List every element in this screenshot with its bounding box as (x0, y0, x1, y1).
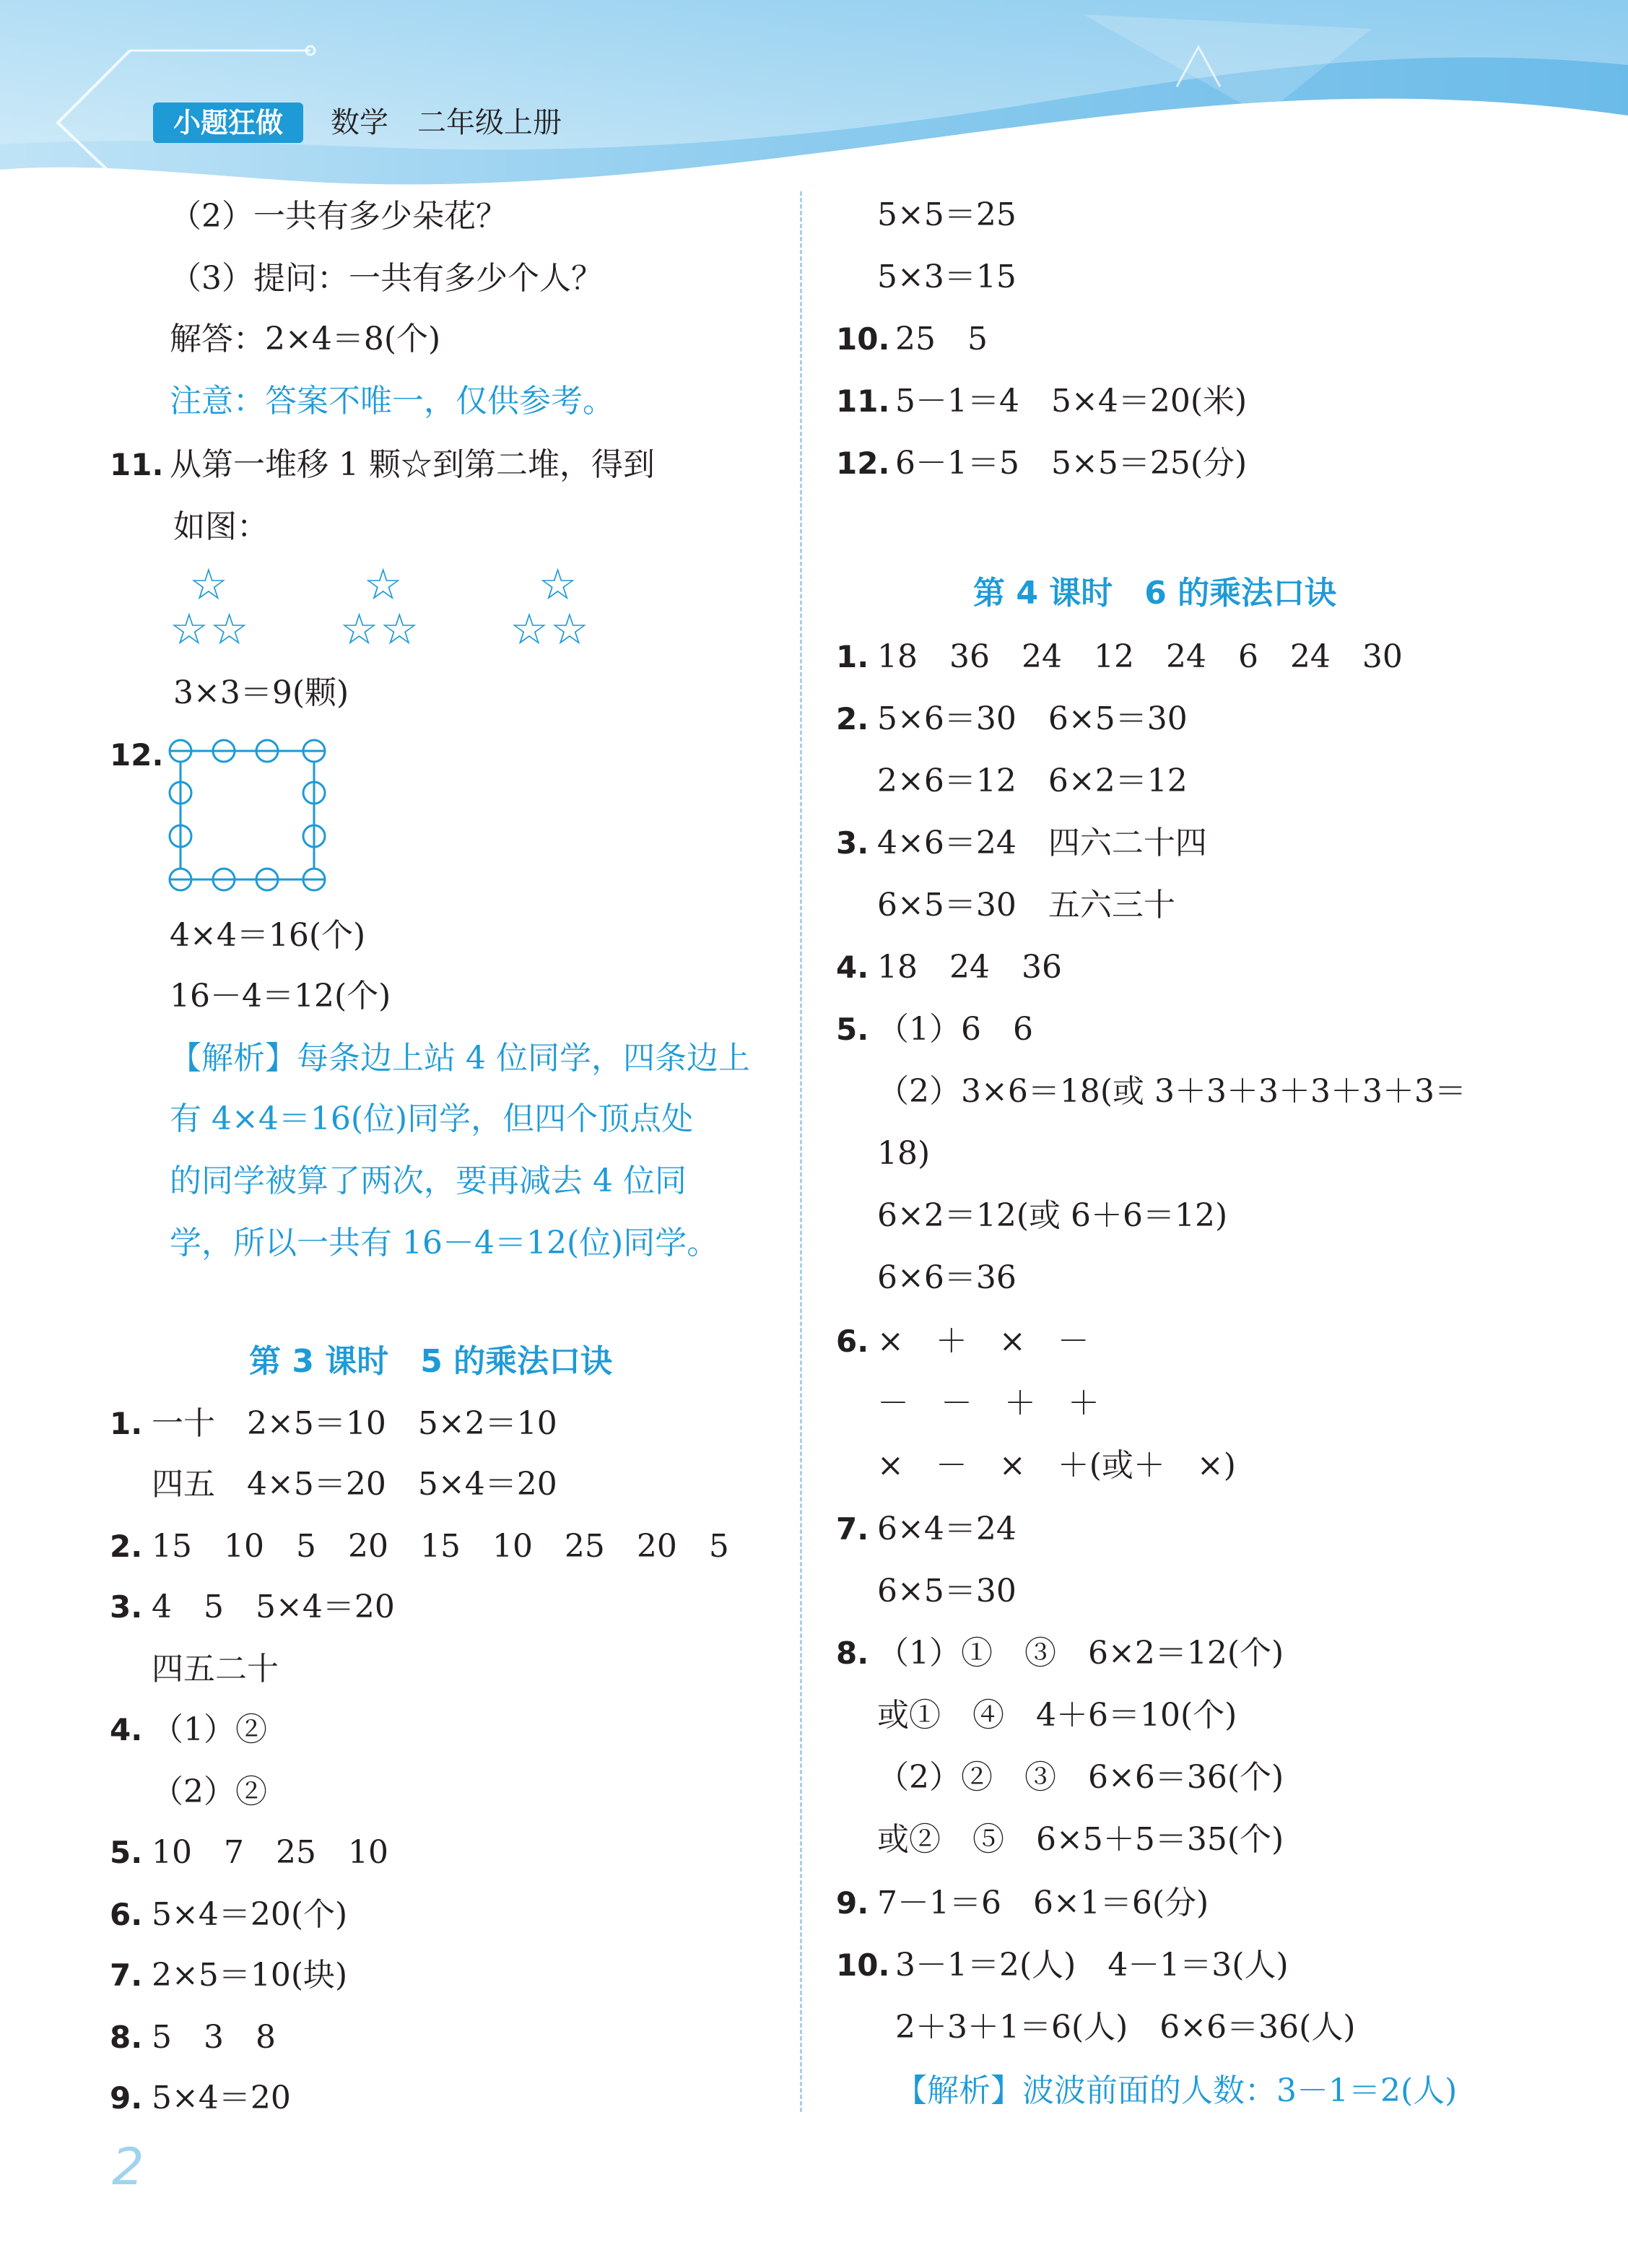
answer-line: 一十 2×5＝10 5×2＝10 (152, 1405, 557, 1442)
answer-line: 从第一堆移 1 颗☆到第二堆，得到 (170, 446, 655, 483)
answer-line: 4 5 5×4＝20 (152, 1589, 395, 1625)
question-number: 4. (110, 1712, 143, 1747)
question-number: 7. (110, 1958, 143, 1993)
answer-line: 5×4＝20(个) (152, 1896, 348, 1933)
answer-line: 解答：2×4＝8(个) (170, 321, 441, 357)
answer-line: 6×5＝30 五六三十 (877, 887, 1175, 924)
answer-line: 3－1＝2(人) 4－1＝3(人) (895, 1947, 1289, 1984)
grade-label: 二年级上册 (417, 106, 562, 139)
question-number: 9. (110, 2080, 143, 2116)
question-number: 3. (836, 825, 869, 861)
question-number: 8. (110, 2020, 143, 2055)
answer-line: 18 36 24 12 24 6 24 30 (877, 638, 1403, 675)
answer-line: 15 10 5 20 15 10 25 20 5 (152, 1528, 729, 1565)
question-number: 6. (110, 1897, 143, 1932)
answer-line: （2）一共有多少朵花？ (170, 198, 508, 235)
answer-line: 18) (877, 1135, 931, 1172)
answer-line: × ＋ × － (877, 1323, 1089, 1360)
series-badge: 小题狂做 (153, 103, 303, 143)
analysis-line: 有 4×4＝16(位)同学，但四个顶点处 (170, 1100, 694, 1137)
answer-line: （2）② (152, 1773, 267, 1810)
answer-line: 2×6＝12 6×2＝12 (877, 762, 1188, 799)
answer-line: （2）② ③ 6×6＝36(个) (877, 1759, 1284, 1796)
answer-line: 6×5＝30 (877, 1573, 1017, 1609)
answer-line: 10 7 25 10 (152, 1834, 388, 1871)
question-number: 9. (836, 1885, 869, 1921)
answer-line: 7－1＝6 6×1＝6(分) (877, 1885, 1209, 1921)
question-number: 3. (110, 1589, 143, 1625)
section-heading: 第 4 课时 6 的乘法口诀 (973, 575, 1337, 612)
question-number: 2. (836, 701, 869, 737)
question-number: 12. (110, 737, 164, 773)
question-number: 1. (836, 639, 869, 674)
answer-line: （1）② (152, 1711, 267, 1748)
answer-line: 四五二十 (152, 1651, 279, 1687)
answer-line: 或② ⑤ 6×5＋5＝35(个) (877, 1821, 1284, 1858)
stars-top-row: ☆ ☆ ☆ (189, 560, 579, 610)
question-number: 5. (110, 1835, 143, 1870)
question-number: 2. (110, 1529, 143, 1564)
question-number: 11. (110, 447, 164, 482)
analysis-line: 【解析】每条边上站 4 位同学，四条边上 (170, 1040, 750, 1077)
answer-line: 5×3＝15 (877, 258, 1017, 295)
stars-bottom-row: ☆☆ ☆☆ ☆☆ (170, 604, 591, 655)
note-line: 注意：答案不唯一，仅供参考。 (170, 383, 614, 420)
answer-line: － － ＋ ＋ (877, 1385, 1100, 1422)
answer-line: 2＋3＋1＝6(人) 6×6＝36(人) (895, 2009, 1356, 2046)
answer-line: 5 3 8 (152, 2019, 276, 2056)
analysis-line: 【解析】波波前面的人数：3－1＝2(人) (895, 2072, 1458, 2109)
section-heading: 第 3 课时 5 的乘法口诀 (249, 1343, 613, 1380)
answer-line: 3×3＝9(颗) (173, 674, 349, 711)
question-number: 10. (836, 1947, 890, 1983)
answer-line: 4×6＝24 四六二十四 (877, 825, 1207, 861)
answer-line: 5×6＝30 6×5＝30 (877, 700, 1188, 737)
answer-line: （3）提问：一共有多少个人？ (170, 260, 603, 297)
answer-line: 2×5＝10(块) (152, 1957, 348, 1994)
answer-line: （1）① ③ 6×2＝12(个) (877, 1635, 1284, 1672)
answer-line: （1）6 6 (877, 1011, 1033, 1048)
subject-label: 数学 (331, 106, 388, 139)
answer-line: 或① ④ 4＋6＝10(个) (877, 1697, 1237, 1734)
answer-line: 5×5＝25 (877, 196, 1017, 233)
answer-line: 6×6＝36 (877, 1259, 1017, 1296)
column-divider (800, 191, 802, 2112)
answer-line: 6－1＝5 5×5＝25(分) (895, 445, 1248, 482)
question-number: 8. (836, 1635, 869, 1671)
answer-line: 16－4＝12(个) (170, 978, 391, 1014)
answer-line: × － × ＋(或＋ ×) (877, 1447, 1236, 1484)
answer-line: 5×4＝20 (152, 2080, 291, 2116)
question-number: 4. (836, 950, 869, 985)
analysis-line: 的同学被算了两次，要再减去 4 位同 (170, 1163, 687, 1199)
question-number: 6. (836, 1324, 869, 1359)
page-number: 2 (112, 2137, 144, 2197)
answer-line: 6×2＝12(或 6＋6＝12) (877, 1197, 1228, 1234)
answer-line: 25 5 (895, 321, 988, 357)
question-number: 1. (110, 1406, 143, 1441)
answer-line: 四五 4×5＝20 5×4＝20 (152, 1466, 557, 1503)
question-number: 11. (836, 383, 890, 419)
answer-line: 6×4＝24 (877, 1511, 1017, 1547)
answer-line: 4×4＝16(个) (170, 917, 366, 954)
circle-square-figure (166, 737, 332, 895)
question-number: 10. (836, 321, 890, 357)
question-number: 5. (836, 1012, 869, 1047)
answer-line: （2）3×6＝18(或 3＋3＋3＋3＋3＋3＝ (877, 1073, 1466, 1110)
question-number: 12. (836, 446, 890, 481)
answer-line: 5－1＝4 5×4＝20(米) (895, 383, 1248, 420)
answer-line: 18 24 36 (877, 949, 1062, 986)
analysis-line: 学，所以一共有 16－4＝12(位)同学。 (170, 1225, 719, 1261)
answer-line: 如图： (173, 508, 269, 545)
question-number: 7. (836, 1511, 869, 1547)
